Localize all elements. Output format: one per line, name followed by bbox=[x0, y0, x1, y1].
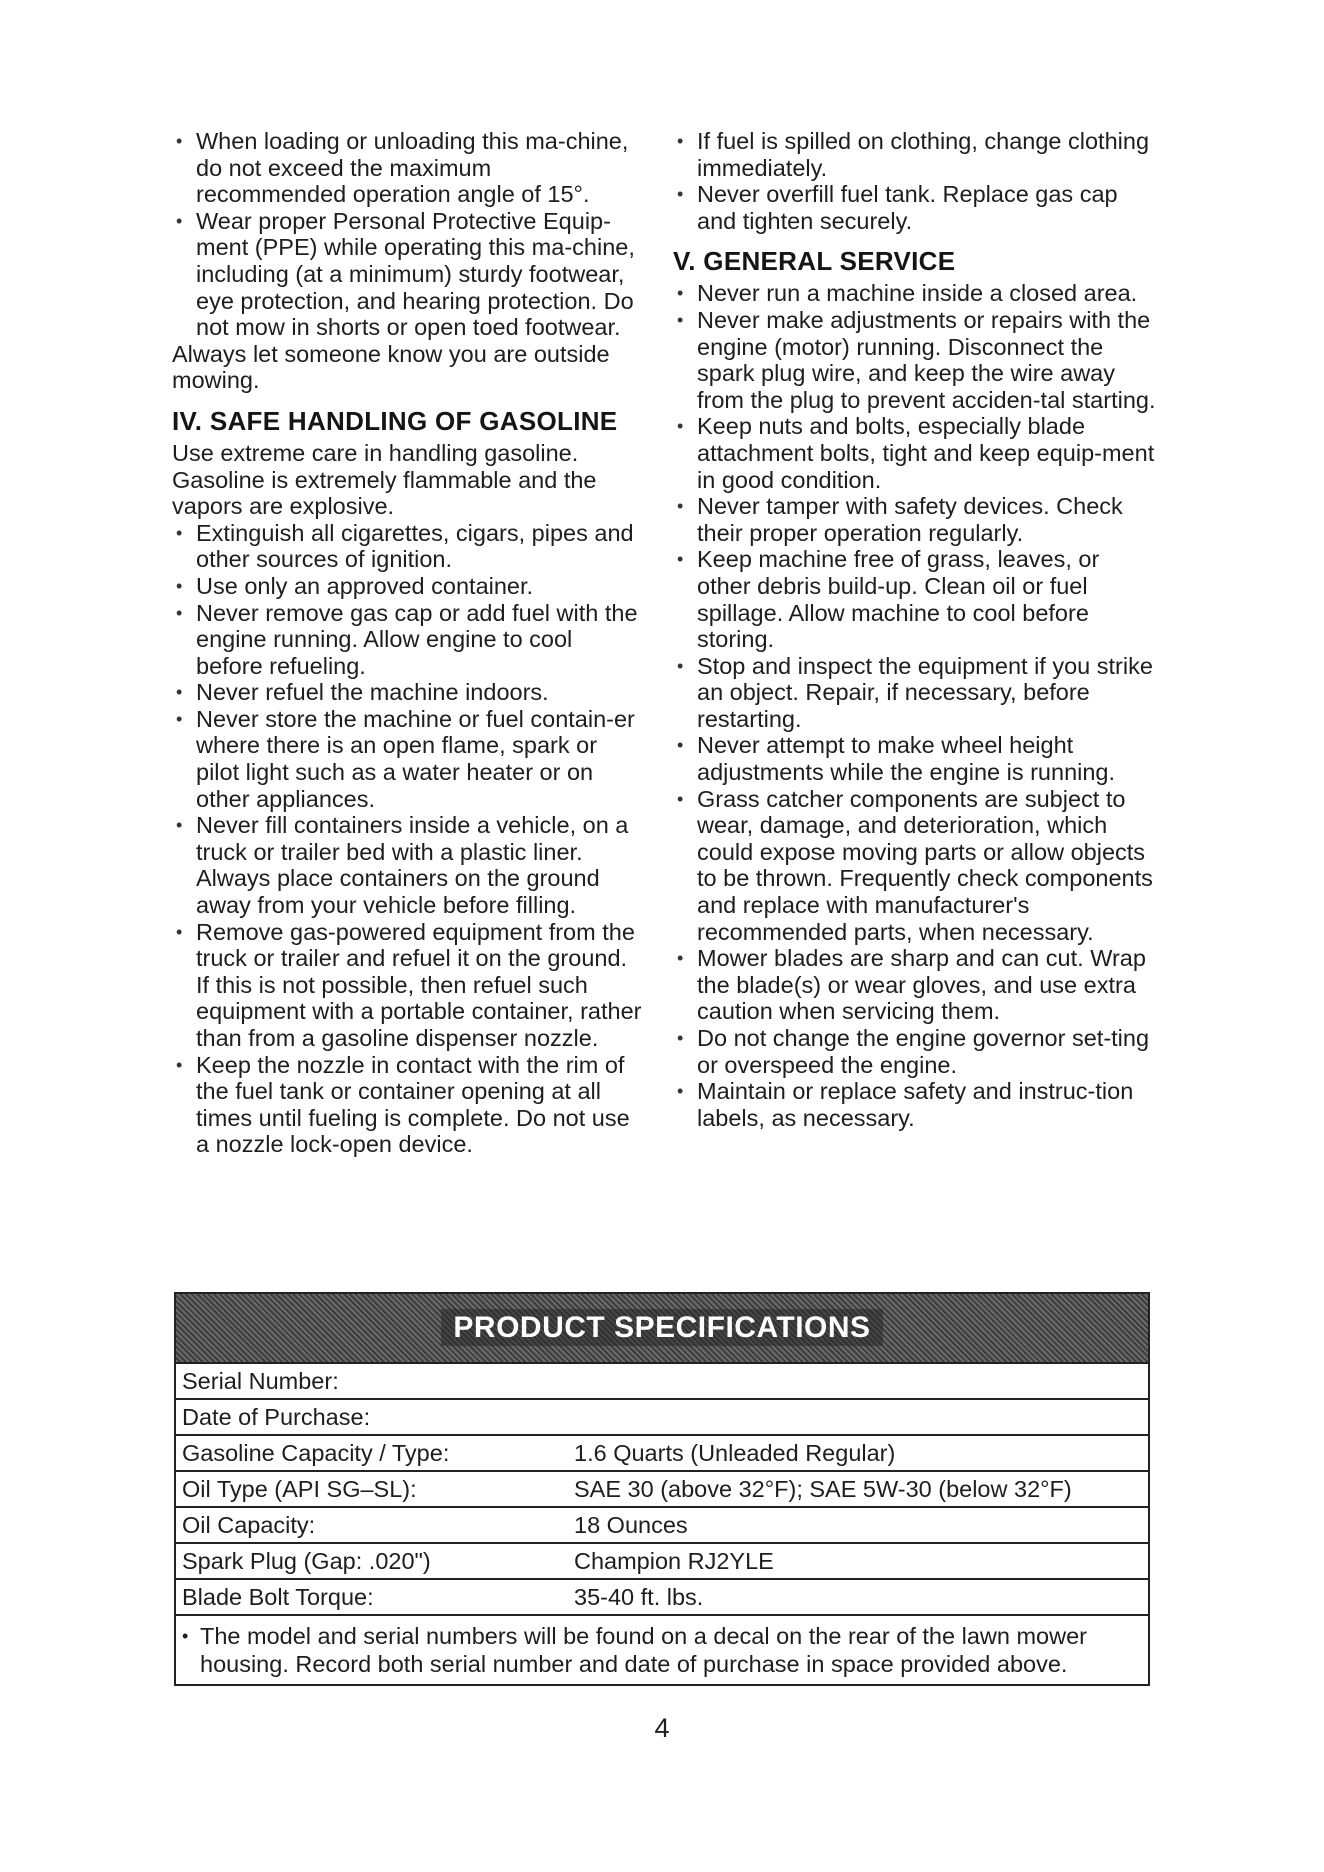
specs-note bbox=[174, 1616, 1150, 1686]
left-column bbox=[172, 128, 642, 1158]
list-item: • Do not change the engine governor set-ting or overspeed the engine. bbox=[673, 1025, 1158, 1078]
specs-note-text: The model and serial numbers will be found on a decal on the rear of the lawn mower housing. Record both serial number and date of purchase in space provided above. bbox=[200, 1623, 1087, 1677]
spec-value: 18 Ounces bbox=[568, 1507, 1149, 1543]
list-item: • Never tamper with safety devices. Check their proper operation regularly. bbox=[673, 493, 1158, 546]
list-item: • Wear proper Personal Protective Equip-ment (PPE) while operating this ma-chine, including (at a minimum) sturdy footwear, eye protection, and hearing protection. Do not mow in shorts or open toed footwear. bbox=[172, 208, 642, 341]
list-item: • Never remove gas cap or add fuel with the engine running. Allow engine to cool before refueling. bbox=[172, 600, 642, 680]
list-item: • Never run a machine inside a closed area. bbox=[673, 280, 1158, 307]
spec-value: 1.6 Quarts (Unleaded Regular) bbox=[568, 1435, 1149, 1471]
spec-label: Oil Capacity: bbox=[175, 1507, 568, 1543]
spec-value: Champion RJ2YLE bbox=[568, 1543, 1149, 1579]
intro-bullet-list bbox=[172, 128, 642, 341]
spec-value: SAE 30 (above 32°F); SAE 5W-30 (below 32°F) bbox=[568, 1471, 1149, 1507]
list-item: • Extinguish all cigarettes, cigars, pipes and other sources of ignition. bbox=[172, 520, 642, 573]
page-number: 4 bbox=[654, 1713, 670, 1743]
table-row bbox=[175, 1399, 1149, 1435]
list-item: • Mower blades are sharp and can cut. Wrap the blade(s) or wear gloves, and use extra caution when servicing them. bbox=[673, 945, 1158, 1025]
spec-label: Date of Purchase: bbox=[175, 1399, 568, 1435]
right-column bbox=[673, 128, 1158, 1131]
list-item: • Never overfill fuel tank. Replace gas cap and tighten securely. bbox=[673, 181, 1158, 234]
table-row bbox=[175, 1543, 1149, 1579]
list-item: • Grass catcher components are subject to wear, damage, and deterioration, which could expose moving parts or allow objects to be thrown. Frequently check components and replace with manufacturer's recommended parts, when necessary. bbox=[673, 786, 1158, 946]
section-intro-paragraph: Use extreme care in handling gasoline. Gasoline is extremely flammable and the vapors are explosive. bbox=[172, 439, 597, 520]
list-item: • Keep the nozzle in contact with the rim of the fuel tank or container opening at all times until fueling is complete. Do not use a nozzle lock-open device. bbox=[172, 1052, 642, 1158]
spec-value: 35-40 ft. lbs. bbox=[568, 1579, 1149, 1615]
spec-value bbox=[568, 1363, 1149, 1399]
specs-table bbox=[174, 1362, 1150, 1616]
list-item: • Use only an approved container. bbox=[172, 573, 642, 600]
list-item: • If fuel is spilled on clothing, change clothing immediately. bbox=[673, 128, 1158, 181]
product-specifications bbox=[174, 1292, 1150, 1686]
fuel-bullet-list bbox=[673, 128, 1158, 234]
spec-label: Serial Number: bbox=[175, 1363, 568, 1399]
spec-label: Oil Type (API SG–SL): bbox=[175, 1471, 568, 1507]
list-item: • Never refuel the machine indoors. bbox=[172, 679, 642, 706]
table-row bbox=[175, 1435, 1149, 1471]
specs-banner bbox=[174, 1292, 1150, 1362]
specs-title: PRODUCT SPECIFICATIONS bbox=[441, 1309, 882, 1346]
bullet-icon: • bbox=[182, 1626, 189, 1646]
section-heading-general-service: V. GENERAL SERVICE bbox=[673, 246, 956, 277]
list-item: • Maintain or replace safety and instruc-tion labels, as necessary. bbox=[673, 1078, 1158, 1131]
list-item: • Never attempt to make wheel height adjustments while the engine is running. bbox=[673, 732, 1158, 785]
list-item: • Keep nuts and bolts, especially blade attachment bolts, tight and keep equip-ment in good condition. bbox=[673, 413, 1158, 493]
intro-paragraph: Always let someone know you are outside mowing. bbox=[172, 340, 610, 394]
gasoline-bullet-list bbox=[172, 520, 642, 1158]
list-item: • Never store the machine or fuel contain-er where there is an open flame, spark or pilot light such as a water heater or on other appliances. bbox=[172, 706, 642, 812]
list-item: • Stop and inspect the equipment if you strike an object. Repair, if necessary, before restarting. bbox=[673, 653, 1158, 733]
table-row bbox=[175, 1471, 1149, 1507]
list-item: • When loading or unloading this ma-chine, do not exceed the maximum recommended operation angle of 15°. bbox=[172, 128, 642, 208]
section-heading-gasoline: IV. SAFE HANDLING OF GASOLINE bbox=[172, 405, 618, 436]
table-row bbox=[175, 1507, 1149, 1543]
list-item: • Never fill containers inside a vehicle, on a truck or trailer bed with a plastic liner. Always place containers on the ground away from your vehicle before filling. bbox=[172, 812, 642, 918]
table-row bbox=[175, 1579, 1149, 1615]
list-item: • Never make adjustments or repairs with the engine (motor) running. Disconnect the spark plug wire, and keep the wire away from the plug to prevent acciden-tal starting. bbox=[673, 307, 1158, 413]
spec-value bbox=[568, 1399, 1149, 1435]
list-item: • Remove gas-powered equipment from the truck or trailer and refuel it on the ground. If this is not possible, then refuel such equipment with a portable container, rather than from a gasoline dispenser nozzle. bbox=[172, 919, 642, 1052]
spec-label: Blade Bolt Torque: bbox=[175, 1579, 568, 1615]
list-item: • Keep machine free of grass, leaves, or other debris build-up. Clean oil or fuel spillage. Allow machine to cool before storing. bbox=[673, 546, 1158, 652]
spec-label: Gasoline Capacity / Type: bbox=[175, 1435, 568, 1471]
table-row bbox=[175, 1363, 1149, 1399]
service-bullet-list bbox=[673, 280, 1158, 1131]
spec-label: Spark Plug (Gap: .020") bbox=[175, 1543, 568, 1579]
